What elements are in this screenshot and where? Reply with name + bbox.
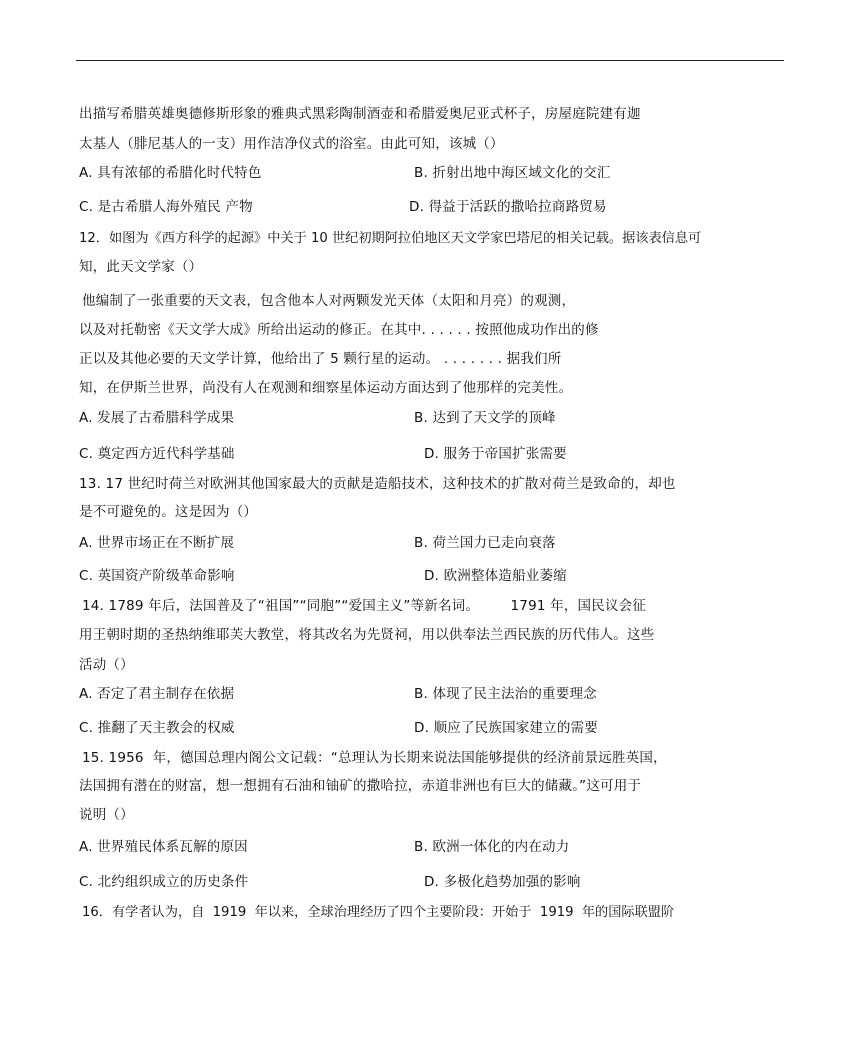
q16-stem-line1: 16．有学者认为，自 1919 年以来，全球治理经历了四个主要阶段：开始于 1919 年的国际联盟阶 <box>82 905 675 920</box>
q15-stem-line3: 说明（） <box>79 807 134 823</box>
q14-stem-line3: 活动（） <box>79 657 134 673</box>
q12-quote-line3: 正以及其他必要的天文学计算，他给出了 5 颗行星的运动。 . . . . . . . 据我们所 <box>79 351 562 367</box>
q14-option-c: C. 推翻了天主教会的权威 <box>79 720 235 736</box>
q13-stem-line1: 13. 17 世纪时荷兰对欧洲其他国家最大的贡献是造船技术，这种技术的扩散对荷兰是致命的，却也 <box>79 476 676 492</box>
q15-stem-line2: 法国拥有潜在的财富，想一想拥有石油和铀矿的撒哈拉，赤道非洲也有巨大的储藏。”这可用于 <box>79 778 642 794</box>
q11-option-b: B. 折射出地中海区域文化的交汇 <box>414 165 611 181</box>
q14-stem-line1: 14. 1789 年后，法国普及了“祖国”“同胞”“爱国主义”等新名词。 1791 年，国民议会征 <box>82 598 647 614</box>
q14-option-b: B. 体现了民主法治的重要理念 <box>414 686 597 702</box>
q12-stem-line1: 12．如图为《西方科学的起源》中关于 10 世纪初期阿拉伯地区天文学家巴塔尼的相关记载。据该表信息可 <box>79 231 702 246</box>
q12-stem-line2: 知，此天文学家（） <box>79 259 203 275</box>
q12-option-c: C. 奠定西方近代科学基础 <box>79 446 235 462</box>
q15-option-a: A. 世界殖民体系瓦解的原因 <box>79 839 248 855</box>
q13-option-b: B. 荷兰国力已走向衰落 <box>414 535 556 551</box>
q15-option-c: C. 北约组织成立的历史条件 <box>79 874 249 890</box>
q11-option-a: A. 具有浓郁的希腊化时代特色 <box>79 165 262 181</box>
q14-stem-line2: 用王朝时期的圣热纳维耶芙大教堂，将其改名为先贤祠，用以供奉法兰西民族的历代伟人。这些 <box>79 627 655 643</box>
q13-stem-line2: 是不可避免的。这是因为（） <box>79 504 258 520</box>
q13-option-d: D. 欧洲整体造船业萎缩 <box>424 568 567 584</box>
header-rule <box>76 60 784 61</box>
q12-quote-line1: 他编制了一张重要的天文表，包含他本人对两颗发光天体（太阳和月亮）的观测， <box>82 293 576 309</box>
q12-quote-line2: 以及对托勒密《天文学大成》所给出运动的修正。在其中. . . . . . 按照他成功作出的修 <box>79 322 599 338</box>
q15-stem-line1: 15. 1956 年，德国总理内阁公文记载：“总理认为长期来说法国能够提供的经济前景远胜英国， <box>82 750 667 766</box>
q15-option-b: B. 欧洲一体化的内在动力 <box>414 839 570 855</box>
q12-option-b: B. 达到了天文学的顶峰 <box>414 410 556 426</box>
q11-stem-line2: 太基人（腓尼基人的一支）用作洁净仪式的浴室。由此可知，该城（） <box>79 136 504 152</box>
q12-option-d: D. 服务于帝国扩张需要 <box>424 446 567 462</box>
q11-option-d: D. 得益于活跃的撒哈拉商路贸易 <box>409 199 607 215</box>
q14-option-d: D. 顺应了民族国家建立的需要 <box>414 720 598 736</box>
q11-stem-line1: 出描写希腊英雄奥德修斯形象的雅典式黑彩陶制酒壶和希腊爱奥尼亚式杯子，房屋庭院建有迦 <box>79 106 641 122</box>
q11-option-c: C. 是古希腊人海外殖民 产物 <box>79 199 253 215</box>
q12-quote-line4: 知，在伊斯兰世界，尚没有人在观测和细察星体运动方面达到了他那样的完美性。 <box>79 380 573 396</box>
q12-option-a: A. 发展了古希腊科学成果 <box>79 410 235 426</box>
q13-option-c: C. 英国资产阶级革命影响 <box>79 568 235 584</box>
q15-option-d: D. 多极化趋势加强的影响 <box>424 874 581 890</box>
q14-option-a: A. 否定了君主制存在依据 <box>79 686 235 702</box>
q13-option-a: A. 世界市场正在不断扩展 <box>79 535 235 551</box>
